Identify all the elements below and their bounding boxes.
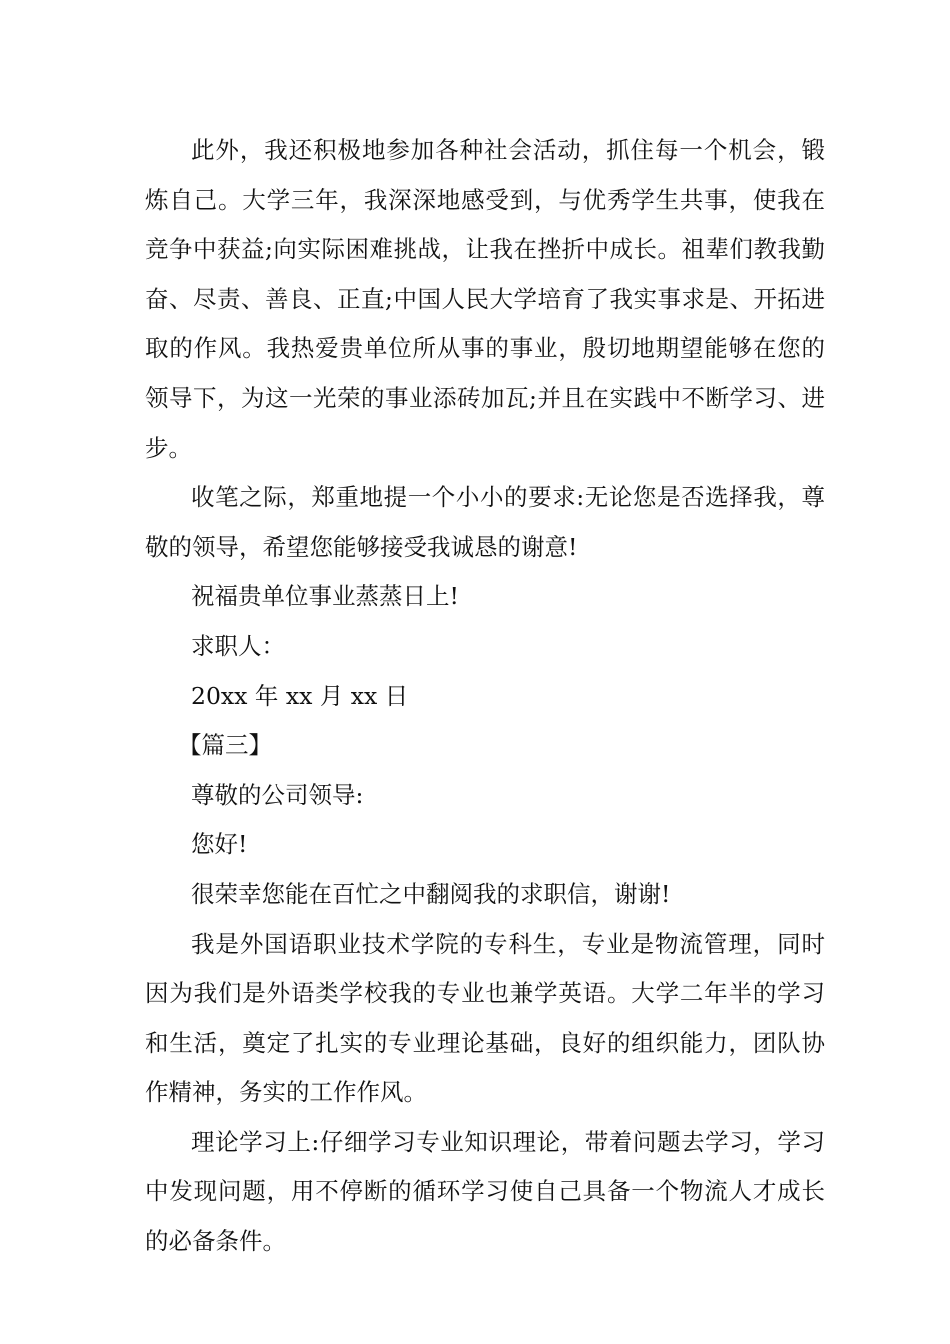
paragraph-activities: 此外，我还积极地参加各种社会活动，抓住每一个机会，锻炼自己。大学三年，我深深地感受到，与优秀学生共事，使我在竞争中获益;向实际困难挑战，让我在挫折中成长。祖辈们教我勤奋、尽责、善良、正直;中国人民大学培育了我实事求是、开拓进取的作风。我热爱贵单位所从事的事业，殷切地期望能够在您的领导下，为这一光荣的事业添砖加瓦;并且在实践中不断学习、进步。 bbox=[145, 136, 825, 462]
paragraph-salutation: 尊敬的公司领导: bbox=[191, 780, 364, 809]
paragraph-closing-request: 收笔之际，郑重地提一个小小的要求:无论您是否选择我，尊敬的领导，希望您能够接受我诚恳的谢意! bbox=[145, 483, 825, 561]
paragraph-thanks: 很荣幸您能在百忙之中翻阅我的求职信，谢谢! bbox=[191, 879, 671, 908]
document-body bbox=[145, 126, 825, 1267]
paragraph-introduction: 我是外国语职业技术学院的专科生，专业是物流管理，同时因为我们是外语类学校我的专业也兼学英语。大学二年半的学习和生活，奠定了扎实的专业理论基础，良好的组织能力，团队协作精神，务实的工作作风。 bbox=[145, 929, 825, 1107]
paragraph-blessing: 祝福贵单位事业蒸蒸日上! bbox=[191, 582, 459, 611]
paragraph-applicant: 求职人： bbox=[191, 631, 285, 660]
paragraph-theory-study: 理论学习上:仔细学习专业知识理论，带着问题去学习，学习中发现问题，用不停断的循环学习使自己具备一个物流人才成长的必备条件。 bbox=[145, 1127, 825, 1256]
section-heading: 【篇三】 bbox=[178, 731, 272, 760]
paragraph-greeting: 您好! bbox=[191, 830, 248, 859]
paragraph-date: 20xx 年 xx 月 xx 日 bbox=[191, 681, 409, 710]
